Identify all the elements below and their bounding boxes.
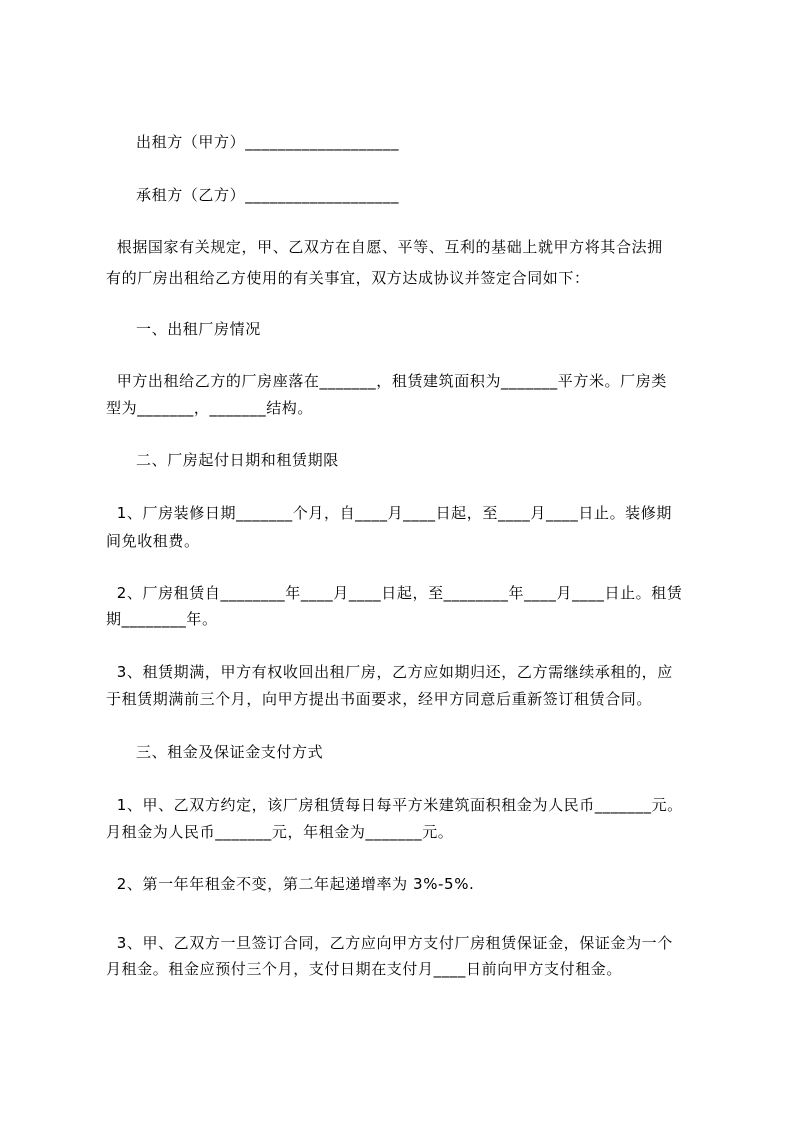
section-3-item-1-line-2: 月租金为人民币_______元，年租金为_______元。 [106, 823, 454, 841]
intro-line-1: 根据国家有关规定，甲、乙双方在自愿、平等、互利的基础上就甲方将其合法拥 [106, 238, 663, 256]
section-3-item-1-line-1: 1、甲、乙双方约定，该厂房租赁每日每平方米建筑面积租金为人民币_______元。 [106, 796, 683, 814]
section-2-item-2-line-2: 期________年。 [106, 610, 218, 628]
section-1-title: 一、出租厂房情况 [136, 320, 261, 338]
section-2-item-3-line-2: 于租赁期满前三个月，向甲方提出书面要求，经甲方同意后重新签订租赁合同。 [106, 690, 653, 708]
lessor-line: 出租方（甲方）___________________ [136, 133, 400, 151]
section-3-item-3-line-1: 3、甲、乙双方一旦签订合同，乙方应向甲方支付厂房租赁保证金，保证金为一个 [106, 934, 673, 952]
section-1-line-2: 型为_______，_______结构。 [106, 399, 314, 417]
intro-line-2: 有的厂房出租给乙方使用的有关事宜，双方达成协议并签定合同如下： [106, 269, 590, 287]
lessee-line: 承租方（乙方）___________________ [136, 186, 400, 204]
section-3-item-3-line-2: 月租金。租金应预付三个月，支付日期在支付月____日前向甲方支付租金。 [106, 960, 623, 978]
section-2-title: 二、厂房起付日期和租赁期限 [136, 451, 339, 469]
section-1-line-1: 甲方出租给乙方的厂房座落在_______，租赁建筑面积为_______平方米。厂房类 [106, 372, 667, 390]
section-2-item-1-line-2: 间免收租费。 [106, 532, 200, 550]
section-2-item-3-line-1: 3、租赁期满，甲方有权收回出租厂房，乙方应如期归还，乙方需继续承租的，应 [106, 663, 673, 681]
section-2-item-2-line-1: 2、厂房租赁自________年____月____日起，至________年____月____日止。租赁 [106, 584, 683, 602]
section-3-item-2: 2、第一年年租金不变，第二年起递增率为 3%-5%. [106, 875, 475, 893]
section-2-item-1-line-1: 1、厂房装修日期_______个月，自____月____日起，至____月____日止。装修期 [106, 504, 672, 522]
section-3-title: 三、租金及保证金支付方式 [136, 743, 324, 761]
